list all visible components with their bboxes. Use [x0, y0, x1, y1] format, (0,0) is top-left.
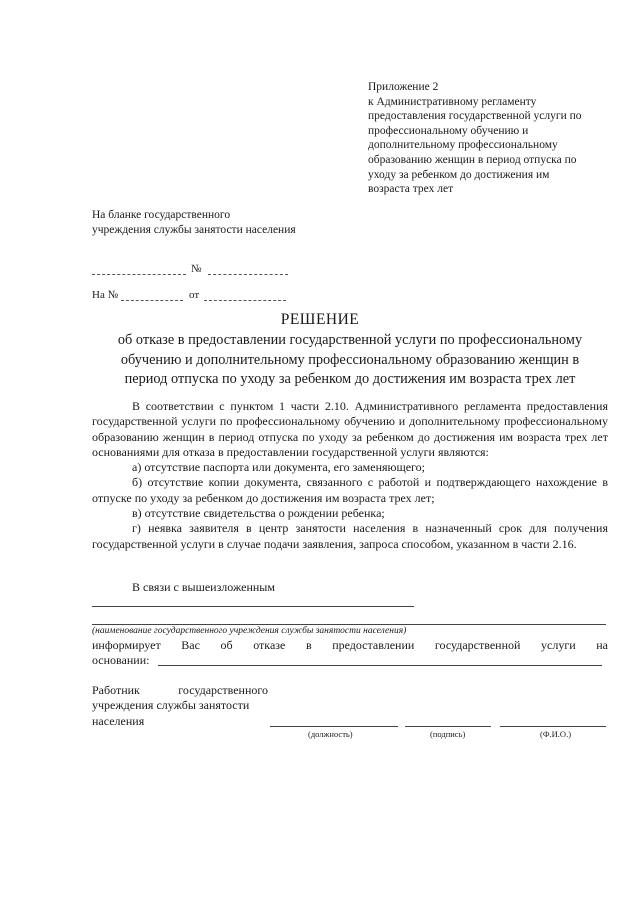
name-caption: (Ф.И.О.): [540, 729, 572, 739]
number-field-line: [208, 274, 288, 275]
reason-item-a: а) отсутствие паспорта или документа, его заменяющего;: [132, 460, 426, 475]
consequence-text: В связи с вышеизложенным: [132, 580, 275, 594]
inform-word: на: [596, 638, 608, 652]
letterhead-line: учреждения службы занятости населения: [92, 224, 296, 236]
reason-item-c: в) отсутствие свидетельства о рождении ребенка;: [132, 506, 385, 521]
on-number-label: На №: [92, 289, 119, 301]
subtitle-line: об отказе в предоставлении государственной услуги по профессиональному: [117, 332, 583, 348]
subtitle-line: обучению и дополнительному профессиональному образованию женщин в: [120, 351, 580, 368]
institution-line-1: [92, 606, 414, 607]
inform-word: услуги: [541, 638, 576, 652]
inform-word: предоставлении: [332, 638, 415, 652]
institution-caption: (наименование государственного учреждения службы занятости населения): [92, 626, 407, 636]
consequence-line: [92, 580, 608, 595]
position-line: [270, 726, 398, 727]
inform-word: информирует: [92, 638, 161, 652]
reason-item-b: б) отсутствие копии документа, связанного с работой и подтверждающего нахождение в отпуске по уходу за ребенком до достижения им возраста трех лет;: [92, 475, 608, 505]
number-sign: №: [191, 263, 202, 275]
document-title: РЕШЕНИЕ: [280, 311, 360, 328]
worker-line: учреждения службы занятости: [92, 698, 250, 713]
annex-header: [368, 80, 618, 197]
inform-word: отказе: [253, 638, 286, 652]
from-label: от: [189, 289, 200, 301]
annex-line: уходу за ребенком до достижения им: [368, 168, 550, 181]
annex-line: Приложение 2: [368, 81, 439, 93]
annex-line: дополнительному профессиональному: [368, 139, 558, 152]
body-intro: В соответствии с пунктом 1 части 2.10. Административного регламента предоставления государственной услуги по профессиональному обучению и дополнительному профессиональному образованию женщин в период отпуска по уходу за ребенком до достижения им возраста трех лет основаниями для отказа в предоставлении государственной услуги являются:: [92, 399, 608, 459]
annex-line: к Административному регламенту: [368, 95, 537, 108]
letterhead-note: [92, 208, 296, 238]
worker-row: [92, 683, 268, 698]
annex-line: образованию женщин в период отпуска по: [368, 153, 577, 166]
worker-block: [92, 683, 268, 729]
date-field-line: [92, 274, 186, 275]
signature-caption: (подпись): [430, 729, 466, 739]
from-date-field-line: [204, 300, 286, 301]
annex-line: возраста трех лет: [368, 183, 454, 196]
worker-line: населения: [92, 713, 145, 728]
subtitle-line: период отпуска по уходу за ребенком до достижения им возраста трех лет: [124, 371, 576, 387]
position-caption: (должность): [308, 729, 353, 739]
on-number-field-line: [121, 300, 183, 301]
annex-line: профессиональному обучению и: [368, 124, 529, 137]
basis-label: основании:: [92, 653, 150, 668]
worker-word: Работник: [92, 683, 140, 697]
document-subtitle: [90, 331, 610, 390]
inform-word: об: [220, 638, 233, 652]
inform-block: [92, 638, 608, 669]
worker-word: государственного: [178, 683, 268, 697]
signature-line: [405, 726, 491, 727]
basis-field-line: [158, 665, 602, 666]
inform-word: в: [305, 638, 312, 652]
name-line: [500, 726, 606, 727]
reason-item-d: г) неявка заявителя в центр занятости населения в назначенный срок для получения государственной услуги в случае подачи заявления, запроса способом, указанном в части 2.16.: [92, 521, 608, 551]
inform-word: Вас: [181, 638, 200, 652]
annex-line: предоставления государственной услуги по: [368, 110, 582, 123]
inform-row: [92, 638, 608, 653]
inform-word: государственной: [434, 638, 521, 652]
institution-line-2: [92, 624, 606, 625]
document-body: [92, 399, 608, 552]
letterhead-line: На бланке государственного: [92, 209, 231, 221]
